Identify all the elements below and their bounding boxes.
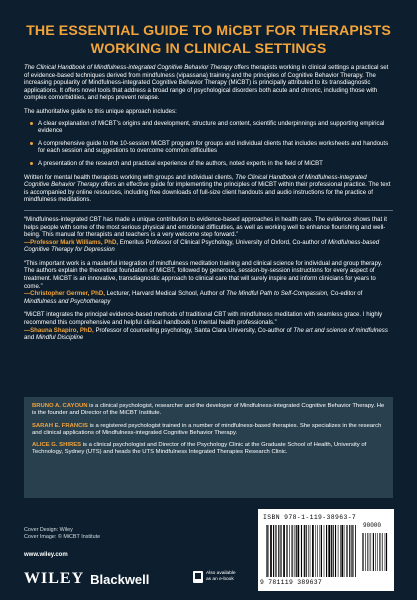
barcode-bar bbox=[296, 525, 297, 577]
price-addon-text: 90000 bbox=[363, 522, 382, 529]
barcode-bar bbox=[266, 525, 267, 577]
barcode-bar bbox=[371, 533, 372, 571]
book-title: The Clinical Handbook of Mindfulness-integrated Cognitive Behavior Therapy bbox=[24, 64, 233, 71]
barcode-bar bbox=[344, 525, 345, 577]
barcode-bar bbox=[312, 525, 314, 577]
barcode-bar bbox=[349, 525, 350, 577]
barcode-bar bbox=[301, 525, 302, 577]
barcode-bar bbox=[273, 525, 274, 577]
wiley-logo: WILEY bbox=[24, 570, 85, 587]
blackwell-logo: Blackwell bbox=[90, 571, 150, 587]
bullet-icon bbox=[30, 142, 33, 145]
ebook-icon bbox=[193, 571, 203, 583]
cover-credits: Cover Design: Wiley Cover Image: © MiCBT Institute bbox=[24, 527, 101, 540]
ean-text: 9 781119 389637 bbox=[260, 579, 323, 586]
barcode-bar bbox=[362, 533, 363, 571]
endorsement-quote: “Mindfulness-integrated CBT has made a unique contribution to evidence-based approaches in health care. The evidence shows that it helps people with some of the most serious physical and emotional difficulties, as well as working well to enhance flourishing and well-being. This manual for therapists and teachers is a very welcome step forward.” —Professor Mark Williams, PhD, Emeritus Professor of Clinical Psychology, University of Oxford, Co-author of Mindfulness-based Cognitive Therapy for Depression bbox=[24, 215, 387, 254]
barcode-bar bbox=[298, 525, 300, 577]
barcode-bar bbox=[275, 525, 276, 577]
barcode-bar bbox=[351, 525, 352, 577]
barcode-bar bbox=[267, 525, 268, 577]
barcode-bar bbox=[331, 525, 332, 577]
endorser-name: —Shauna Shapiro, PhD, bbox=[24, 326, 94, 334]
barcode-bar bbox=[328, 525, 330, 577]
barcode-bar bbox=[287, 525, 288, 577]
intro-paragraph bbox=[24, 64, 393, 102]
barcode-bar bbox=[321, 525, 322, 577]
barcode-bar bbox=[341, 525, 343, 577]
bullet-icon bbox=[30, 122, 33, 125]
barcode-bar bbox=[335, 525, 336, 577]
barcode-bar bbox=[278, 525, 279, 577]
barcode-bar bbox=[317, 525, 318, 577]
divider bbox=[24, 210, 393, 211]
endorsement-quote: “This important work is a masterful integration of mindfulness meditation training and clinical science for individual and group therapy. The authors explain the theoretical foundation of MiCBT, followed by generous, session-by-session instructions for every aspect of treatment. MiCBT is an innovative, transdiagnostic approach to clinical care that will surely inspire and inform clinicians for years to come.” —Christopher Germer, PhD, Lecturer, Harvard Medical School, Author of The Mindful Path to Self-Compassion, Co-editor of Mindfulness and Psychotherapy bbox=[24, 259, 383, 305]
headline bbox=[16, 22, 401, 58]
barcode-bar bbox=[338, 525, 339, 577]
barcode-bar bbox=[346, 525, 347, 577]
barcode-bar bbox=[315, 525, 316, 577]
list-item: A comprehensive guide to the 10-session MiCBT program for groups and individual clients that includes worksheets and handouts for each session and suggestions to overcome common difficulties bbox=[24, 140, 393, 155]
barcode-bar bbox=[373, 533, 374, 571]
barcode-bar bbox=[377, 533, 378, 571]
barcode-bar bbox=[286, 525, 287, 577]
list-item: A clear explanation of MiCBT's origins and development, structure and content, scientific underpinnings and supporting empirical evidence bbox=[24, 120, 393, 135]
ebook-badge: Also available as an e-book bbox=[193, 571, 236, 583]
author-bio: SARAH E. FRANCIS is a registered psychologist trained in a number of mindfulness-based therapies. She specializes in the research and clinical applications of Mindfulness-integrated Cognitive Behavior Therapy. bbox=[32, 422, 382, 436]
barcode-bar bbox=[320, 525, 321, 577]
author-name: SARAH E. FRANCIS bbox=[32, 422, 88, 429]
barcode-bar bbox=[281, 525, 282, 577]
bullet-icon bbox=[30, 162, 33, 165]
barcode-bar bbox=[385, 533, 386, 571]
author-name: BRUNO A. CAYOUN bbox=[32, 403, 88, 409]
barcode-bar bbox=[340, 525, 341, 577]
endorsement-quote: “MiCBT integrates the principal evidence-based methods of traditional CBT with mindfulness meditation with seamless grace. I highly recommend this comprehensive and helpful clinical handbook to mental health professionals.” —Shauna Shapiro, PhD, Professor of counseling psychology, Santa Clara University, Co-author of The art and science of mindfulness and Mindful Discipline bbox=[24, 311, 388, 342]
barcode-bar bbox=[304, 525, 305, 577]
barcode-bar bbox=[386, 533, 387, 571]
audience-paragraph: Written for mental health therapists working with groups and individual clients, The Clinical Handbook of Mindfulness-integrated Cognitive Behavior Therapy offers an effective guide for implementing the principles of MiCBT within their professional practice. The text is accompanied by online resources, including free downloads of full-size client handouts and audio instructions for the practice of mindfulness meditations. bbox=[24, 173, 391, 204]
barcode-bar bbox=[283, 525, 285, 577]
addon-barcode-bars bbox=[362, 533, 388, 571]
barcode-bar bbox=[306, 525, 307, 577]
author-bio: BRUNO A. CAYOUN is a clinical psychologist, researcher and the developer of Mindfulness-integrated Cognitive Behavior Therapy. He is the founder and Director of the MiCBT Institute. bbox=[32, 403, 385, 417]
guide-heading: The authoritative guide to this unique approach includes: bbox=[24, 107, 177, 115]
barcode-bar bbox=[375, 533, 376, 571]
author-bio: ALICE G. SHIRES is a clinical psychologist and Director of the Psychology Clinic at the Graduate School of Health, University of Technology, Sydney (UTS) and heads the UTS Mindfulness Integrated Therapies Research Clinic. bbox=[32, 442, 367, 456]
barcode-bar bbox=[352, 525, 353, 577]
endorser-name: —Christopher Germer, PhD, bbox=[24, 290, 105, 298]
barcode-bar bbox=[363, 533, 364, 571]
barcode-bar bbox=[310, 525, 311, 577]
barcode-bar bbox=[347, 525, 348, 577]
publisher-logo bbox=[24, 570, 149, 588]
intro-text: offers therapists working in clinical settings a practical set of evidence-based techniques derived from mindfulness (vipassana) training and the principles of Cognitive Behavior Therapy. The increasing popularity of Mindfulness-integrated Cognitive Behavior Therapy (MiCBT) is principally attributed to its transdiagnostic applications. It offers novel tools that address a broad range of psychological disorders both acute and chronic, including those with complex comorbidities, and helps prevent relapse. bbox=[24, 64, 389, 102]
barcode-bar bbox=[289, 525, 290, 577]
endorser-name: —Professor Mark Williams, PhD, bbox=[24, 238, 119, 246]
barcode-bar bbox=[294, 525, 295, 577]
barcode-bar bbox=[308, 525, 309, 577]
barcode bbox=[258, 509, 394, 591]
isbn-text: ISBN 978-1-119-38963-7 bbox=[263, 514, 357, 521]
list-item: A presentation of the research and practical experience of the authors, noted experts in the field of MiCBT bbox=[24, 160, 393, 168]
barcode-bar bbox=[381, 533, 382, 571]
barcode-bar bbox=[280, 525, 281, 577]
website-link[interactable]: www.wiley.com bbox=[24, 552, 68, 558]
barcode-bar bbox=[379, 533, 380, 571]
barcode-bar bbox=[292, 525, 293, 577]
barcode-bar bbox=[326, 525, 327, 577]
author-bios bbox=[24, 397, 393, 498]
barcode-bar bbox=[382, 533, 383, 571]
description bbox=[24, 64, 393, 348]
barcode-bar bbox=[270, 525, 272, 577]
headline-line-1: THE ESSENTIAL GUIDE TO MiCBT FOR THERAPISTS bbox=[26, 23, 391, 39]
barcode-bar bbox=[324, 525, 325, 577]
headline-line-2: WORKING IN CLINICAL SETTINGS bbox=[90, 41, 327, 57]
barcode-bar bbox=[369, 533, 370, 571]
barcode-bar bbox=[333, 525, 334, 577]
barcode-bar bbox=[367, 533, 368, 571]
barcode-bar bbox=[355, 525, 356, 577]
feature-list bbox=[24, 120, 393, 168]
barcode-bars bbox=[266, 525, 356, 577]
barcode-bar bbox=[365, 533, 366, 571]
author-name: ALICE G. SHIRES bbox=[32, 442, 82, 449]
